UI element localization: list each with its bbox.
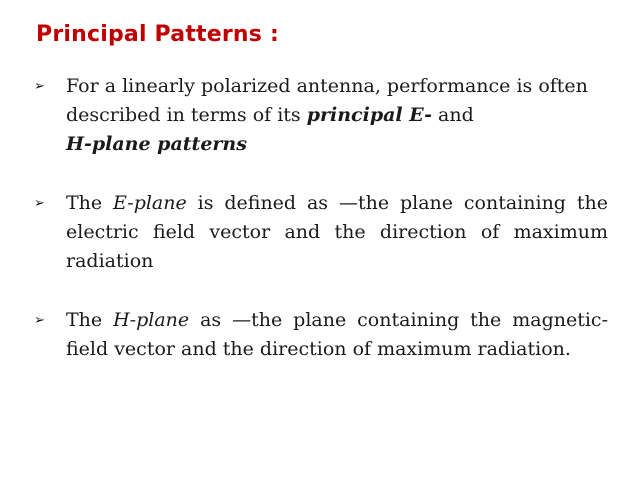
bullet-emphasis: H-plane	[113, 309, 190, 331]
bullet-text: is defined as —the plane containing the electric field vector and the direction of maximum radiation	[66, 192, 608, 272]
bullet-text: as —the plane containing the magnetic-field vector and the direction of maximum radiation.	[66, 309, 608, 360]
bullet-text: and	[431, 104, 474, 126]
bullet-e-plane	[34, 189, 608, 276]
arrowhead-bullet-icon: ➢	[34, 196, 45, 211]
bullet-h-plane	[34, 306, 608, 364]
bullet-text: For a linearly polarized antenna, performance is often described in terms of its	[66, 75, 588, 126]
bullet-linear-polarized	[34, 72, 608, 159]
bullet-emphasis: principal E-	[306, 104, 432, 126]
arrowhead-bullet-icon: ➢	[34, 79, 45, 94]
arrowhead-bullet-icon: ➢	[34, 313, 45, 328]
bullet-text: The	[66, 309, 114, 331]
slide-title: Principal Patterns :	[36, 22, 279, 47]
bullet-list	[34, 72, 608, 364]
bullet-emphasis: E-plane	[113, 192, 187, 214]
bullet-text: The	[66, 192, 114, 214]
bullet-emphasis: H-plane patterns	[66, 133, 247, 155]
